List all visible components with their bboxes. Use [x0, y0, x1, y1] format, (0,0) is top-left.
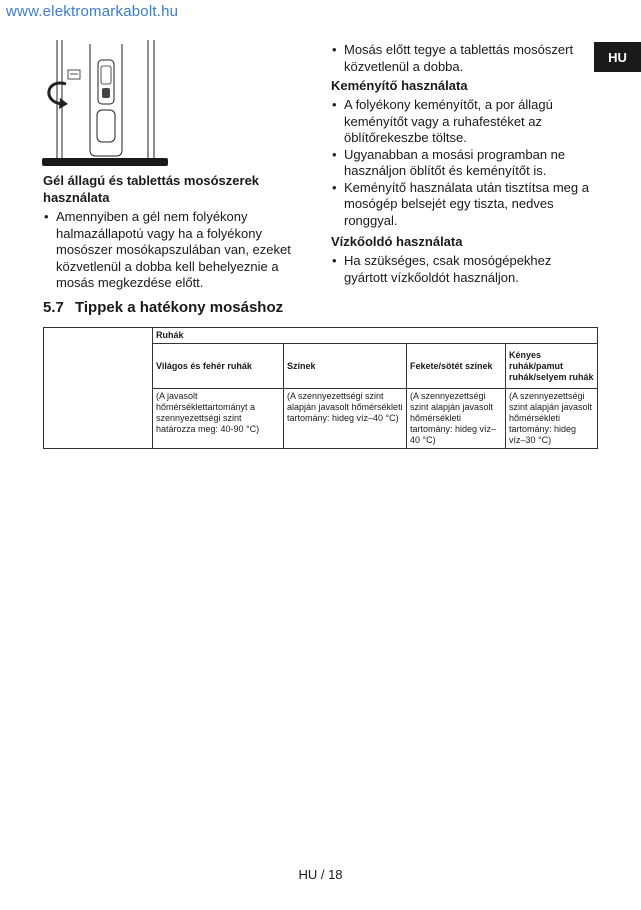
- table-column-header: Színek: [284, 344, 407, 389]
- section-title: [43, 299, 283, 316]
- detergent-drawer-illustration: [40, 40, 170, 168]
- tablet-list: [331, 42, 594, 75]
- starch-heading: Keményítő használata: [331, 78, 468, 93]
- table-column-header: Fekete/sötét színek: [407, 344, 506, 389]
- gel-tablet-section: [43, 172, 315, 292]
- list-item: • Ugyanabban a mosási programban ne használjon öblítőt és keményítőt is.: [331, 147, 594, 180]
- gel-tablet-list: [43, 209, 315, 292]
- list-item: • Ha szükséges, csak mosógépekhez gyártott vízkőoldót használjon.: [331, 253, 594, 286]
- table-cell: (A szennyezettségi szint alapján javasolt hőmérsékleti tartomány: hideg víz–40 °C): [284, 389, 407, 449]
- language-tab: HU: [594, 42, 641, 72]
- table-cell: (A szennyezettségi szint alapján javasolt hőmérsékleti tartomány: hideg víz–30 °C): [506, 389, 598, 449]
- table-corner-cell: [44, 328, 153, 449]
- watermark-url[interactable]: www.elektromarkabolt.hu: [6, 3, 179, 20]
- page-number: HU / 18: [298, 867, 343, 882]
- section-title-text: Tippek a hatékony mosáshoz: [75, 299, 284, 316]
- table-cell: (A szennyezettségi szint alapján javasolt hőmérsékleti tartomány: hideg víz–40 °C): [407, 389, 506, 449]
- gel-tablet-heading: Gél állagú és tablettás mosószerek használata: [43, 173, 260, 205]
- list-item: • A folyékony keményítőt, a por állagú keményítőt vagy a ruhafestéket az öblítőrekeszbe töltse.: [331, 97, 594, 147]
- washing-tips-table: [43, 327, 598, 449]
- table-cell: (A javasolt hőmérséklettartományt a szennyezettségi szint határozza meg: 40-90 °C): [153, 389, 284, 449]
- section-number: 5.7: [43, 299, 64, 316]
- table-column-header: Kényes ruhák/pamut ruhák/selyem ruhák: [506, 344, 598, 389]
- table-column-header: Világos és fehér ruhák: [153, 344, 284, 389]
- list-item: • Keményítő használata után tisztítsa meg a mosógép belsejét egy tiszta, nedves ronggyal.: [331, 180, 594, 230]
- descaler-list: [331, 253, 594, 286]
- descaler-heading: Vízkőoldó használata: [331, 234, 463, 249]
- right-column: [331, 42, 594, 286]
- starch-list: [331, 97, 594, 229]
- list-item: • Amennyiben a gél nem folyékony halmazállapotú vagy ha a folyékony mosószer mosókapszulában van, ezeket közvetlenül a dobba kell behelyeznie a mosás megkezdése előtt.: [43, 209, 315, 292]
- list-item: • Mosás előtt tegye a tablettás mosószert közvetlenül a dobba.: [331, 42, 594, 75]
- table-group-header: Ruhák: [153, 328, 598, 344]
